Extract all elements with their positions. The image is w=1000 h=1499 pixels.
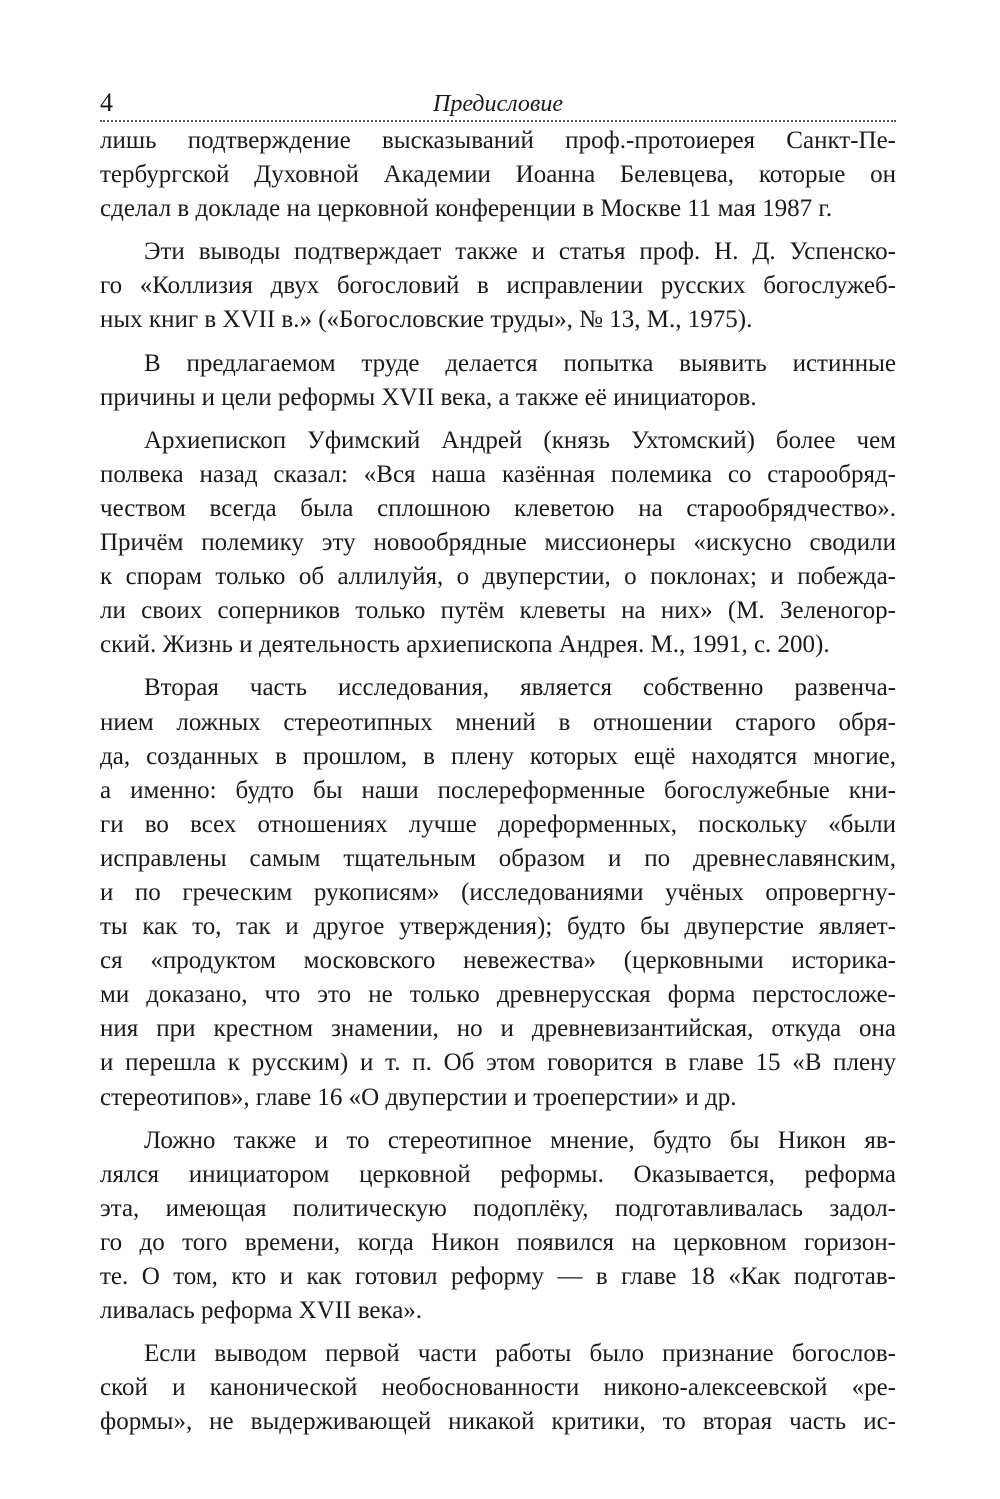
text-line: и по греческим рукописям» (исследованиями учёных опровергну- [100,878,896,906]
text-line: ты как то, так и другое утверждения); будто бы двуперстие являет- [100,913,896,941]
text-line: го «Коллизия двух богословий в исправлении русских богослужеб- [100,272,896,300]
paragraph [100,347,896,415]
text-line: стереотипов», главе 16 «О двуперстии и троеперстии» и др. [100,1083,737,1111]
text-line: Эти выводы подтверждает также и статья проф. Н. Д. Успенско- [144,238,896,266]
section-title: Предисловие [432,91,563,117]
paragraph [100,235,896,337]
text-line: эта, имеющая политическую подоплёку, подготавливалась задол- [100,1194,896,1222]
text-line: ли своих соперников только путём клеветы на них» (М. Зеленогор- [100,597,896,625]
text-line: ния при крестном знамении, но и древневизантийская, откуда она [100,1015,896,1043]
text-line: ливалась реформа XVII века». [100,1297,423,1325]
text-line: причины и цели реформы XVII века, а также её инициаторов. [100,383,757,411]
running-header [100,80,896,122]
text-line: да, созданных в прошлом, в плену которых ещё находятся многие, [100,742,896,770]
text-line: лялся инициатором церковной реформы. Оказывается, реформа [100,1160,896,1188]
paragraph [100,1337,896,1439]
paragraph [100,124,896,226]
text-line: формы», не выдерживающей никакой критики, то вторая часть ис- [100,1408,896,1436]
text-line: Архиепископ Уфимский Андрей (князь Ухтомский) более чем [144,426,896,454]
text-line: те. О том, кто и как готовил реформу — в главе 18 «Как подготав- [100,1263,896,1290]
text-line: и перешла к русским) и т. п. Об этом говорится в главе 15 «В плену [100,1049,896,1077]
text-line: Вторая часть исследования, является собственно развенча- [144,674,896,702]
text-line: тербургской Духовной Академии Иоанна Белевцева, которые он [100,161,896,189]
text-line: Причём полемику эту новообрядные миссионеры «искусно сводили [100,529,896,557]
text-line: Ложно также и то стереотипное мнение, будто бы Никон яв- [144,1126,896,1154]
body-text [100,124,896,1439]
paragraph [100,1124,896,1329]
text-line: сделал в докладе на церковной конференции в Москве 11 мая 1987 г. [100,195,833,223]
paragraph [100,424,896,663]
text-line: го до того времени, когда Никон появился на церковном горизон- [100,1228,896,1256]
text-line: исправлены самым тщательным образом и по древнеславянским, [100,844,896,872]
paragraph [100,671,896,1114]
text-line: ся «продуктом московского невежества» (церковными историка- [100,947,896,975]
text-line: лишь подтверждение высказываний проф.-протоиерея Санкт-Пе- [100,127,896,154]
text-line: ных книг в XVII в.» («Богословские труды», № 13, М., 1975). [100,306,753,334]
text-line: а именно: будто бы наши послереформенные богослужебные кни- [100,776,896,804]
text-line: ской и канонической необоснованности никоно-алексеевской «ре- [100,1374,896,1402]
text-line: к спорам только об аллилуйя, о двуперстии, о поклонах; и побежда- [100,563,896,591]
book-page [100,80,896,1448]
text-line: чеством всегда была сплошною клеветою на старообрядчество». [100,494,896,522]
text-line: ский. Жизнь и деятельность архиепископа Андрея. М., 1991, с. 200). [100,631,830,659]
text-line: ги во всех отношениях лучше дореформенных, поскольку «были [100,810,896,838]
text-line: Если выводом первой части работы было признание богослов- [144,1340,896,1368]
text-line: нием ложных стереотипных мнений в отношении старого обря- [100,708,896,736]
text-line: полвека назад сказал: «Вся наша казённая полемика со старообряд- [100,460,896,488]
page-number: 4 [100,88,113,117]
text-line: ми доказано, что это не только древнерусская форма перстосложе- [100,981,896,1009]
text-line: В предлагаемом труде делается попытка выявить истинные [144,349,896,377]
